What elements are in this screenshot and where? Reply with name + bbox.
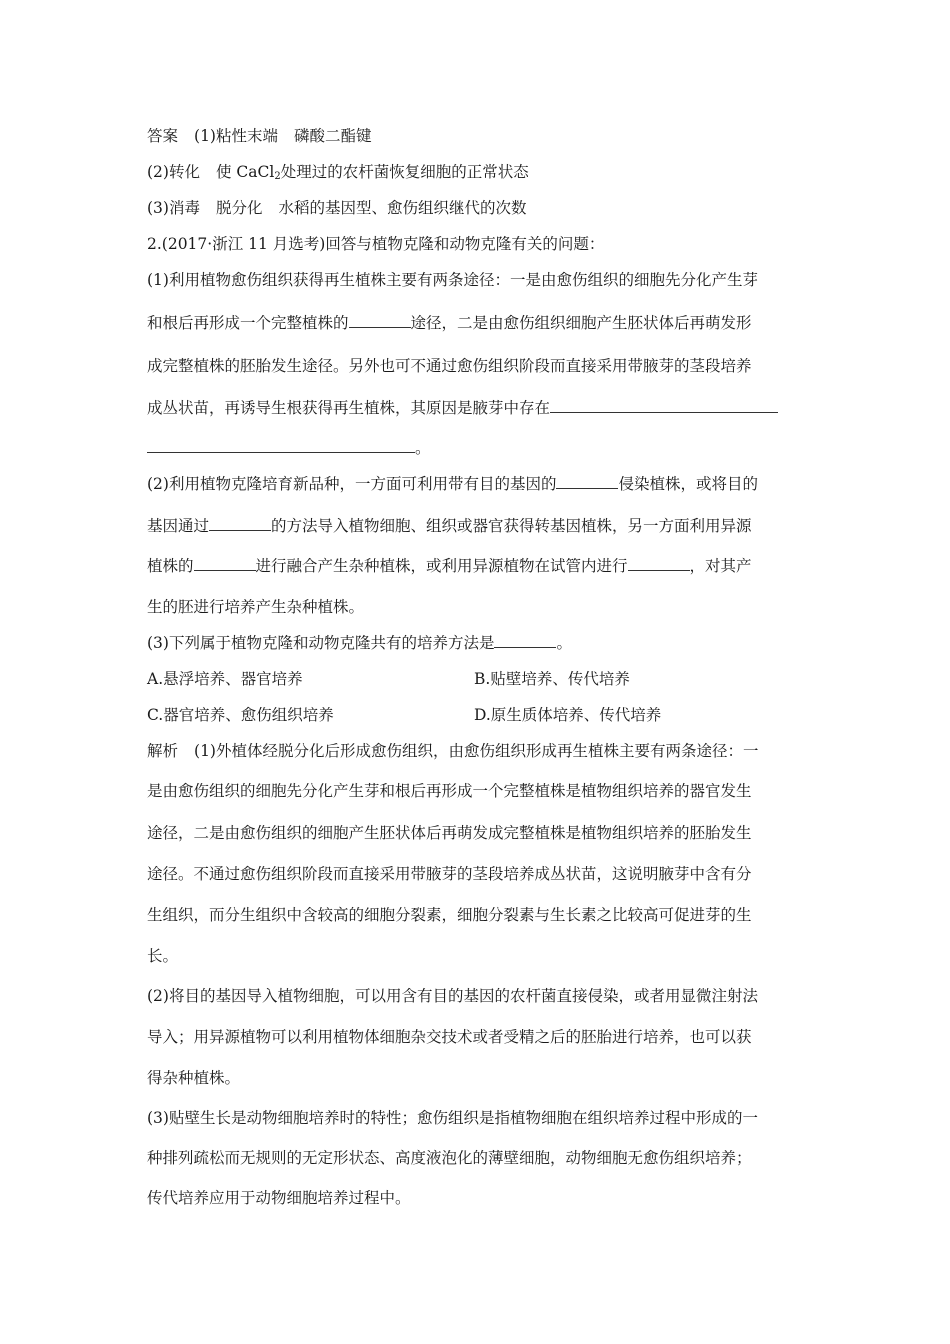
analysis-line-8: 导入；用异源植物可以利用植物体细胞杂交技术或者受精之后的胚胎进行培养，也可以获: [147, 1028, 752, 1046]
answer-blank: [550, 398, 778, 413]
option-a: A.悬浮培养、器官培养: [147, 670, 303, 688]
analysis-line-12: 传代培养应用于动物细胞培养过程中。: [147, 1189, 411, 1207]
analysis-line-7: (2)将目的基因导入植物细胞，可以用含有目的基因的农杆菌直接侵染，或者用显微注射法: [147, 987, 758, 1005]
analysis-label: 解析: [147, 742, 179, 760]
answer-blank: [628, 556, 690, 571]
answer-label: 答案: [147, 127, 179, 145]
answer-line-2: (2)转化 使 CaCl$_2$处理过的农杆菌恢复细胞的正常状态: [147, 163, 529, 182]
analysis-line-11: 种排列疏松而无规则的无定形状态、高度液泡化的薄壁细胞，动物细胞无愈伤组织培养；: [147, 1149, 752, 1167]
answer-blank: [349, 313, 411, 328]
q2-line-2: 基因通过 的方法导入植物细胞、组织或器官获得转基因植株，另一方面利用异源: [147, 517, 752, 535]
options-row-1: [147, 669, 807, 689]
q1-line-3: 成完整植株的胚胎发生途径。另外也可不通过愈伤组织阶段而直接采用带腋芽的茎段培养: [147, 357, 752, 375]
analysis-line-1: 解析 (1)外植体经脱分化后形成愈伤组织，由愈伤组织形成再生植株主要有两条途径：一: [147, 742, 759, 760]
answer-line-3: (3)消毒 脱分化 水稻的基因型、愈伤组织继代的次数: [147, 199, 527, 217]
analysis-line-2: 是由愈伤组织的细胞先分化产生芽和根后再形成一个完整植株是植物组织培养的器官发生: [147, 782, 752, 800]
answer-blank: [147, 438, 415, 453]
analysis-line-5: 生组织，而分生组织中含较高的细胞分裂素，细胞分裂素与生长素之比较高可促进芽的生: [147, 906, 752, 924]
q1-line-2: 和根后再形成一个完整植株的 途径，二是由愈伤组织细胞产生胚状体后再萌发形: [147, 314, 752, 332]
q1-line-5: 。: [147, 438, 807, 458]
q1-line-1: (1)利用植物愈伤组织获得再生植株主要有两条途径：一是由愈伤组织的细胞先分化产生芽: [147, 271, 758, 289]
q2-line-4: 生的胚进行培养产生杂种植株。: [147, 598, 365, 616]
option-d: D.原生质体培养、传代培养: [474, 706, 662, 724]
q2-line-1: (2)利用植物克隆培育新品种，一方面可利用带有目的基因的 侵染植株，或将目的: [147, 475, 758, 493]
q3-line: (3)下列属于植物克隆和动物克隆共有的培养方法是 。: [147, 634, 572, 652]
answer-blank: [494, 633, 556, 648]
question-title: 2.(2017·浙江 11 月选考)回答与植物克隆和动物克隆有关的问题：: [147, 235, 605, 253]
analysis-line-4: 途径。不通过愈伤组织阶段而直接采用带腋芽的茎段培养成丛状苗，这说明腋芽中含有分: [147, 865, 752, 883]
q1-line-4: 成丛状苗，再诱导生根获得再生植株，其原因是腋芽中存在: [147, 398, 807, 418]
analysis-line-3: 途径，二是由愈伤组织的细胞产生胚状体后再萌发成完整植株是植物组织培养的胚胎发生: [147, 824, 752, 842]
answer-blank: [194, 556, 256, 571]
analysis-line-6: 长。: [147, 947, 179, 965]
answer-blank: [209, 516, 271, 531]
analysis-line-10: (3)贴壁生长是动物细胞培养时的特性；愈伤组织是指植物细胞在组织培养过程中形成的一: [147, 1109, 758, 1127]
option-c: C.器官培养、愈伤组织培养: [147, 706, 334, 724]
answer-line-1: 答案 (1)粘性末端 磷酸二酯键: [147, 127, 372, 145]
option-b: B.贴壁培养、传代培养: [474, 670, 630, 688]
options-row-2: [147, 705, 807, 725]
q2-line-3: 植株的 进行融合产生杂种植株，或利用异源植物在试管内进行 ，对其产: [147, 557, 752, 575]
analysis-line-9: 得杂种植株。: [147, 1069, 241, 1087]
answer-blank: [556, 474, 618, 489]
